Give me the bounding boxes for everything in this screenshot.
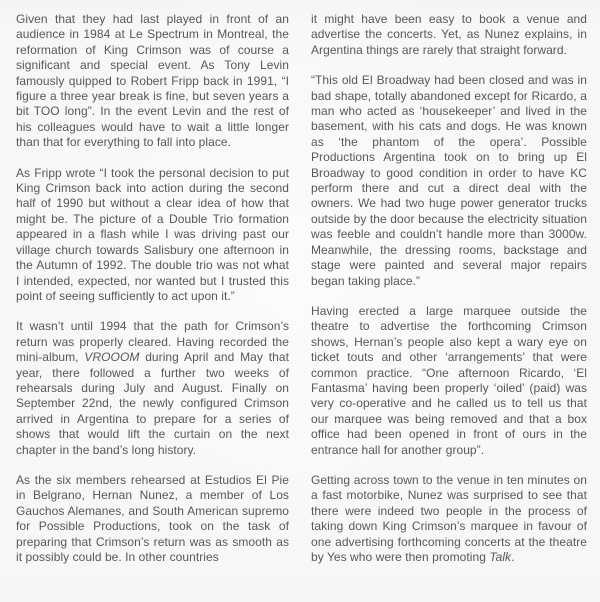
paragraph-rehearsals bbox=[16, 473, 289, 565]
paragraph-fripp-decision bbox=[16, 166, 289, 305]
text-run: Having erected a large marquee outside the theatre to advertise the forthcoming Crimson shows, Hernan’s people also kept a wary eye on ticket touts and other ‘arrangements’ that were common practice. “One afternoon Ricardo, ‘El Fantasma’ having been properly ‘oiled’ (paid) was very co-operative and he called us to tell us that our marquee was being removed and that a box office had been opened in front of ours in the entrance hall for another group”. bbox=[311, 303, 587, 457]
italic-album-title: VROOOM bbox=[84, 350, 140, 365]
text-run: during April and May that year, there followed a further two weeks of rehearsals during July and August. Finally on September 22nd, the newly configured Crimson arrived in Argentina to prepare for a series of shows that would lift the curtain on the next chapter in the band’s long history. bbox=[16, 350, 289, 457]
paragraph-el-broadway bbox=[311, 73, 587, 289]
text-run: As the six members rehearsed at Estudios El Pie in Belgrano, Hernan Nunez, a member of Los Gauchos Alemanes, and South American supremo for Possible Productions, took on the task of preparing that Crimson’s return was as smooth as it possibly could be. In other countries bbox=[16, 472, 289, 564]
text-run: . bbox=[511, 550, 515, 564]
text-run: As Fripp wrote “I took the personal decision to put King Crimson back into action during the second half of 1990 but without a clear idea of how that might be. The picture of a Double Trio formation appeared in a flash while I was driving past our village church towards Salisbury one afternoon in the Autumn of 1992. The double trio was not what I intended, expected, nor wanted but I trusted this point of seeing sufficiently to act upon it.” bbox=[16, 165, 289, 303]
text-run: Given that they had last played in front of an audience in 1984 at Le Spectrum in Montreal, the reformation of King Crimson was of course a significant and special event. As Tony Levin famously quipped to Robert Fripp back in 1991, “I figure a three year break is fine, but seven years a bit TOO long”. In the event Levin and the rest of his colleagues would have to wait a little longer than that for everything to fall into place. bbox=[16, 12, 289, 150]
text-run: it might have been easy to book a venue and advertise the concerts. Yet, as Nunez explains, in Argentina things are rarely that straight forward. bbox=[311, 12, 587, 57]
text-run: “This old El Broadway had been closed and was in bad shape, totally abandoned except for Ricardo, a man who acted as ‘housekeeper’ and lived in the basement, with his cats and dogs. He was known as ‘the phantom of the opera’. Possible Productions Argentina took on to bring up El Broadway to good condition in order to have KC perform there and cut a direct deal with the owners. We had two huge power generator trucks outside by the door because the electricity situation was feeble and couldn’t handle more than 3000w. Meanwhile, the dressing rooms, backstage and stage were painted and several major repairs began taking place.” bbox=[311, 73, 587, 288]
text-run: It wasn’t until 1994 that the path for Crimson’s return was properly cleared. Having recorded the mini-album, bbox=[16, 319, 289, 365]
paragraph-booking-venue bbox=[311, 12, 587, 58]
text-column-right bbox=[311, 12, 587, 580]
paragraph-1994-return bbox=[16, 319, 289, 458]
text-run: Getting across town to the venue in ten minutes on a fast motorbike, Nunez was surprised to see that there were indeed two people in the process of taking down King Crimson’s marquee in favour of one advertising forthcoming concerts at the theatre by Yes who were then promoting bbox=[311, 472, 587, 564]
paragraph-marquee bbox=[311, 304, 587, 458]
paragraph-motorbike bbox=[311, 473, 587, 565]
italic-album-title: Talk bbox=[489, 550, 512, 564]
text-column-left bbox=[16, 12, 289, 580]
paragraph-last-played bbox=[16, 12, 289, 151]
